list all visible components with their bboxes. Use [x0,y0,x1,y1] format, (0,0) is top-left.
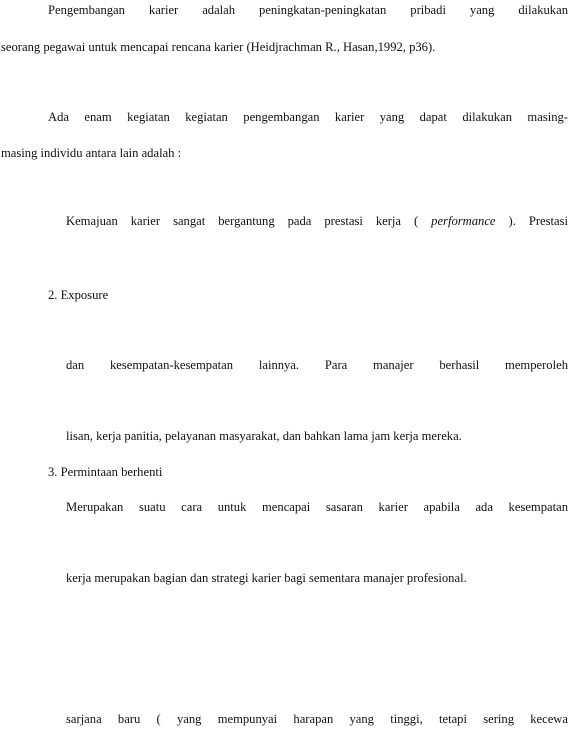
list-item-3-label: 3. Permintaan berhenti [48,465,163,479]
paragraph-3-line [66,214,568,229]
list-item-2-label: 2. Exposure [48,288,109,302]
list-item-2-line-1: dan kesempatan-kesempatan lainnya. Para manajer berhasil memperoleh [66,358,568,372]
paragraph-3-text-after: ). Prestasi [508,214,568,228]
paragraph-3-text-before: Kemajuan karier sangat bergantung pada prestasi kerja ( [66,214,419,228]
paragraph-1-line-1: Pengembangan karier adalah peningkatan-peningkatan pribadi yang dilakukan [48,3,568,17]
paragraph-2-line-1: Ada enam kegiatan kegiatan pengembangan karier yang dapat dilakukan masing- [48,110,568,124]
list-item-3-line-2: kerja merupakan bagian dan strategi karier bagi sementara manajer profesional. [66,571,467,585]
list-item-3-line-1: Merupakan suatu cara untuk mencapai sasaran karier apabila ada kesempatan [66,500,568,514]
list-item-2-line-2: lisan, kerja panitia, pelayanan masyarakat, dan bahkan lama jam kerja mereka. [66,429,462,443]
closing-line: sarjana baru ( yang mempunyai harapan yang tinggi, tetapi sering kecewa [66,712,568,726]
paragraph-2-line-2: masing individu antara lain adalah : [1,146,182,160]
paragraph-1-line-2: seorang pegawai untuk mencapai rencana karier (Heidjrachman R., Hasan,1992, p36). [1,40,436,54]
paragraph-3-italic-term: performance [431,214,496,228]
